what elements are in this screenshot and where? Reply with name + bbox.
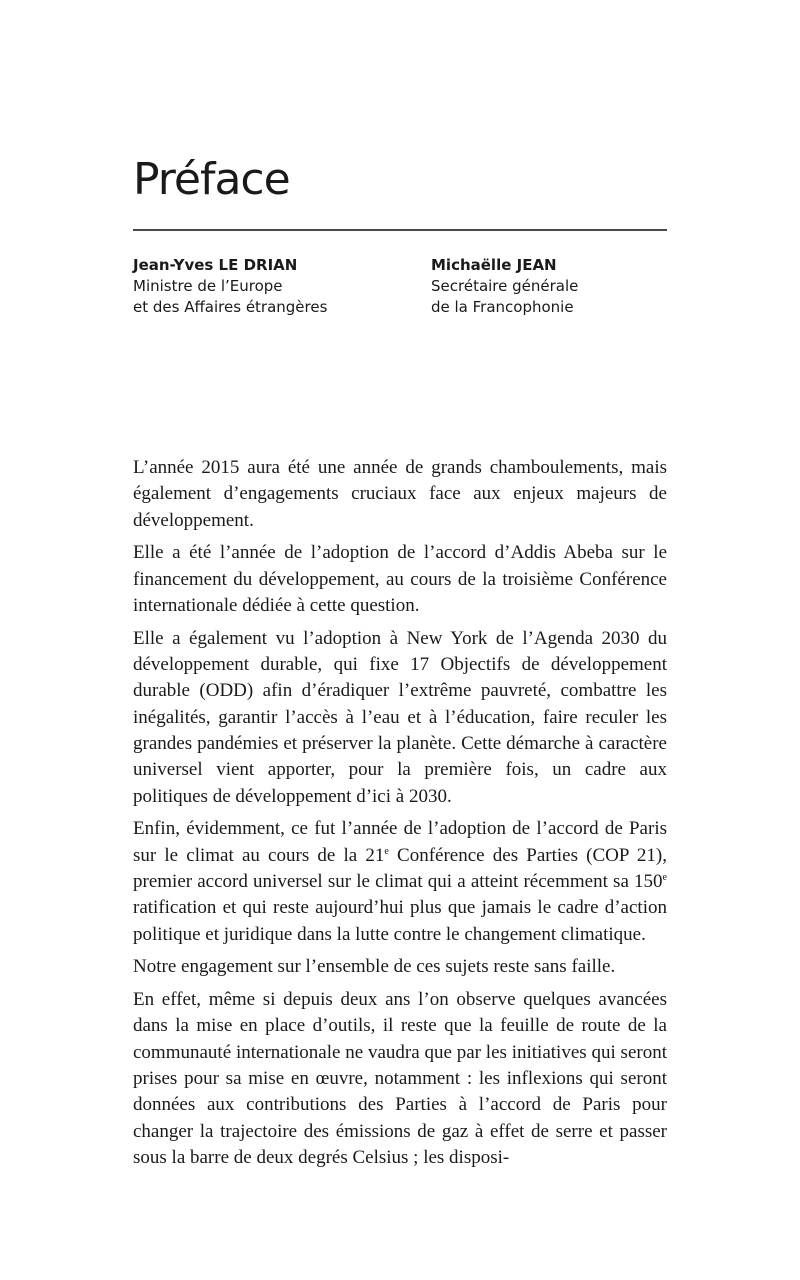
signatory-role: Ministre de l’Europe xyxy=(133,277,283,295)
paragraph: Elle a été l’année de l’adoption de l’accord d’Addis Abeba sur le financement du développement, au cours de la troisième Conférence internationale dédiée à cette question. xyxy=(133,542,667,616)
paragraph xyxy=(133,816,667,947)
signatory-role: Secrétaire générale xyxy=(431,277,579,295)
signatory-role: de la Francophonie xyxy=(431,298,574,316)
paragraph: En effet, même si depuis deux ans l’on observe quelques avancées dans la mise en place d’outils, il reste que la feuille de route de la communauté internationale ne vaudra que par les initiatives qui seront prises pour sa mise en œuvre, notamment : les inflexions qui seront données aux contributions des Parties à l’accord de Paris pour changer la trajectoire des émissions de gaz à effet de serre et passer sous la barre de deux degrés Celsius ; les disposi- xyxy=(133,989,667,1168)
paragraph: Notre engagement sur l’ensemble de ces sujets reste sans faille. xyxy=(133,956,616,978)
preface-body xyxy=(133,455,667,1178)
signatory-le-drian xyxy=(133,255,327,318)
signatory-jean xyxy=(431,255,578,318)
title-divider xyxy=(133,229,667,231)
ordinal-superscript: e xyxy=(384,845,389,857)
signatory-role: et des Affaires étrangères xyxy=(133,298,328,316)
signatory-name: Michaëlle JEAN xyxy=(431,256,557,274)
ordinal-superscript: e xyxy=(662,871,667,883)
paragraph: L’année 2015 aura été une année de grands chamboulements, mais également d’engagements cruciaux face aux enjeux majeurs de développement. xyxy=(133,457,667,531)
paragraph: Elle a également vu l’adoption à New York de l’Agenda 2030 du développement durable, qui fixe 17 Objectifs de développement durable (ODD) afin d’éradiquer l’extrême pauvreté, combattre les inégalités, garantir l’accès à l’eau et à l’éducation, faire reculer les grandes pandémies et préserver la planète. Cette démarche à caractère universel vient apporter, pour la première fois, un cadre aux politiques de développement d’ici à 2030. xyxy=(133,627,667,807)
text-run: Enfin, évidemment, ce fut l’année de l’adoption de l’accord de Paris sur le climat au cours de la 21 xyxy=(133,818,667,866)
signatory-name: Jean-Yves LE DRIAN xyxy=(133,256,298,274)
text-run: Conférence des Parties (COP 21), premier accord universel sur le climat qui a atteint récemment sa 150 xyxy=(133,844,667,892)
text-run: ratification et qui reste aujourd’hui plus que jamais le cadre d’action politique et juridique dans la lutte contre le changement climatique. xyxy=(133,897,667,945)
page-title: Préface xyxy=(133,154,290,205)
